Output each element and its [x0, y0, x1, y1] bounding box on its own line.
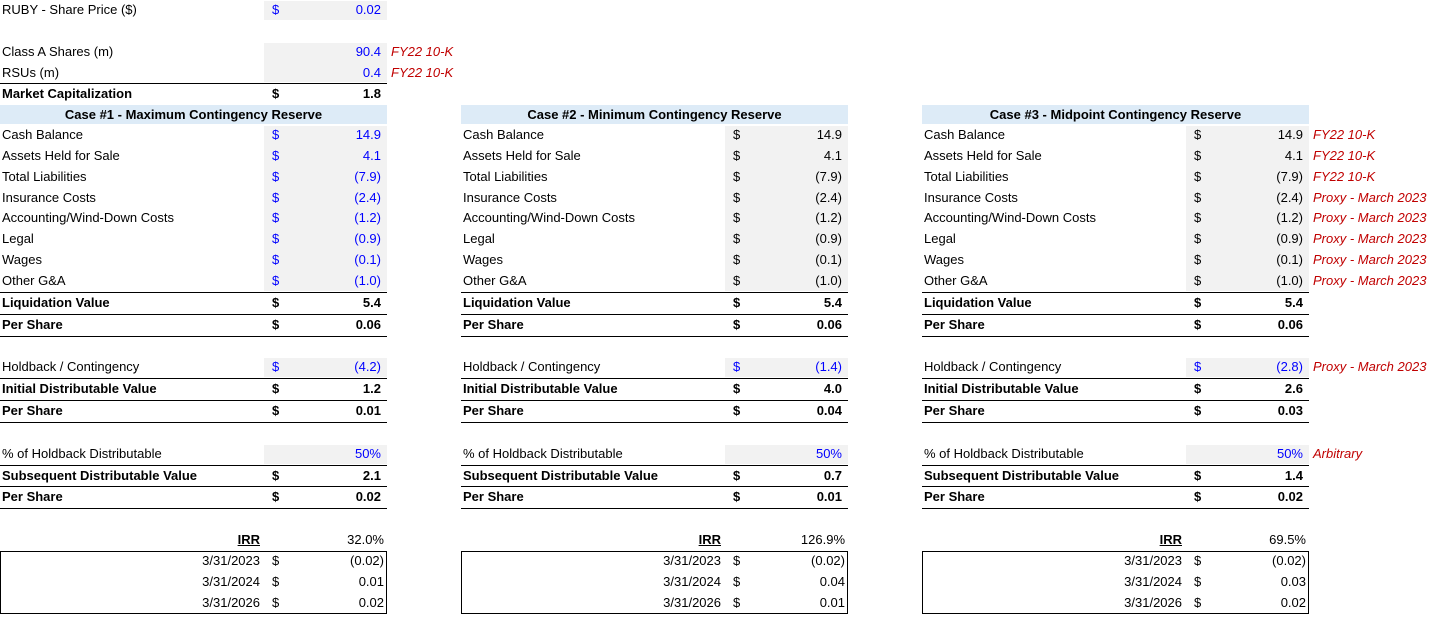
holdback-contingency-value: (1.4)	[815, 359, 842, 375]
line-item-7-value: (0.1)	[1276, 252, 1303, 268]
share-price-currency: $	[272, 2, 280, 17]
line-item-3-label: Total Liabilities	[463, 168, 548, 184]
pct-holdback-distributable-value: 50%	[354, 445, 381, 461]
subsequent-per-share-label: Per Share	[463, 489, 524, 505]
line-item-6-currency: $	[272, 231, 280, 247]
liquidation-per-share-label: Per Share	[463, 316, 524, 332]
initial-distributable-value-value: 2.6	[1284, 381, 1303, 397]
blank-row	[0, 21, 470, 42]
case-1-block	[0, 104, 527, 613]
pct-holdback-distributable-label: % of Holdback Distributable	[463, 445, 623, 461]
line-item-5-value: (1.2)	[354, 210, 381, 226]
line-item-4-label: Insurance Costs	[463, 189, 557, 205]
line-item-7-label: Wages	[924, 252, 964, 268]
line-item-4-value: (2.4)	[815, 189, 842, 205]
mktcap-value: 1.8	[362, 86, 381, 102]
liquidation-value-value: 5.4	[823, 294, 842, 310]
liquidation-per-share-value: 0.06	[1277, 316, 1303, 332]
line-item-2-value: 4.1	[362, 147, 381, 163]
subsequent-distributable-value	[0, 465, 387, 488]
line-item-5-label: Accounting/Wind-Down Costs	[463, 210, 635, 226]
case-header-row	[922, 104, 1449, 125]
line-item-2	[922, 146, 1376, 167]
line-item-3-note: FY22 10-K	[1313, 168, 1376, 184]
blank-row	[0, 337, 527, 358]
subsequent-per-share-value: 0.02	[1277, 489, 1303, 505]
blank-row	[922, 423, 1449, 444]
line-item-3-currency: $	[733, 168, 741, 184]
subsequent-distributable-value-label: Subsequent Distributable Value	[2, 467, 198, 483]
subsequent-per-share-currency: $	[733, 489, 741, 505]
initial-per-share-label: Per Share	[463, 403, 524, 419]
line-item-1-currency: $	[733, 127, 741, 143]
liquidation-value-currency: $	[272, 294, 280, 310]
line-item-4-label: Insurance Costs	[2, 189, 96, 205]
cash-flow-currency: $	[272, 573, 280, 589]
initial-per-share-value: 0.03	[1277, 403, 1303, 419]
pct-holdback-distributable	[461, 444, 848, 465]
line-item-6-note: Proxy - March 2023	[1313, 231, 1427, 247]
line-item-1-value: 14.9	[816, 127, 842, 143]
share-price-label: RUBY - Share Price ($)	[2, 2, 137, 17]
line-item-3-label: Total Liabilities	[2, 168, 87, 184]
cash-flow-currency: $	[1194, 552, 1202, 568]
line-item-7-value: (0.1)	[354, 252, 381, 268]
holdback-contingency-currency: $	[272, 359, 280, 375]
share-info-block	[0, 0, 470, 105]
case-2-block	[461, 104, 988, 613]
liquidation-per-share-currency: $	[1194, 316, 1202, 332]
line-item-2-label: Assets Held for Sale	[463, 147, 581, 163]
irr-row	[0, 530, 387, 551]
initial-per-share-value: 0.01	[355, 403, 381, 419]
initial-distributable-value	[461, 378, 848, 401]
line-item-8-currency: $	[272, 273, 280, 288]
cash-flow-value: 0.03	[1280, 573, 1306, 589]
cash-flow-box	[922, 551, 1309, 614]
subsequent-per-share-label: Per Share	[2, 489, 63, 505]
subsequent-distributable-value-label: Subsequent Distributable Value	[463, 467, 659, 483]
subsequent-per-share-value: 0.01	[816, 489, 842, 505]
cash-flow-row	[461, 572, 848, 593]
initial-distributable-value-currency: $	[272, 381, 280, 397]
line-item-8	[461, 271, 848, 292]
mktcap-row	[0, 83, 387, 105]
class-a-label: Class A Shares (m)	[2, 43, 114, 59]
initial-distributable-value-currency: $	[1194, 381, 1202, 397]
blank-row	[461, 509, 988, 530]
line-item-5-label: Accounting/Wind-Down Costs	[2, 210, 174, 226]
liquidation-value	[461, 292, 848, 315]
cash-flow-row	[922, 551, 1309, 572]
holdback-contingency	[0, 357, 387, 378]
line-item-4	[461, 188, 848, 209]
pct-holdback-distributable-label: % of Holdback Distributable	[2, 445, 162, 461]
cash-flow-value: (0.02)	[811, 552, 845, 568]
blank-row	[461, 423, 988, 444]
subsequent-per-share-currency: $	[1194, 489, 1202, 505]
share-price-value: 0.02	[355, 2, 381, 17]
line-item-7-note: Proxy - March 2023	[1313, 252, 1427, 268]
initial-distributable-value-currency: $	[733, 381, 741, 397]
case-header-row	[461, 104, 988, 125]
line-item-2-value: 4.1	[823, 147, 842, 163]
liquidation-value-value: 5.4	[362, 294, 381, 310]
line-item-7-label: Wages	[2, 252, 42, 268]
cash-flow-box	[0, 551, 387, 614]
line-item-1-label: Cash Balance	[463, 127, 544, 143]
line-item-2-note: FY22 10-K	[1313, 147, 1376, 163]
cash-flow-row	[461, 593, 848, 614]
cash-flow-date: 3/31/2023	[663, 552, 721, 568]
holdback-contingency-note: Proxy - March 2023	[1313, 359, 1427, 375]
line-item-4-currency: $	[1194, 189, 1202, 205]
subsequent-distributable-value-value: 0.7	[823, 467, 842, 483]
line-item-3-currency: $	[272, 168, 280, 184]
line-item-8-value: (1.0)	[815, 273, 842, 288]
line-item-1-currency: $	[272, 127, 280, 143]
cash-flow-row	[922, 572, 1309, 593]
initial-distributable-value-value: 4.0	[823, 381, 842, 397]
initial-distributable-value	[922, 378, 1309, 401]
cash-flow-currency: $	[733, 594, 741, 610]
subsequent-distributable-value	[461, 465, 848, 488]
holdback-contingency-label: Holdback / Contingency	[2, 359, 140, 375]
initial-distributable-value	[0, 378, 387, 401]
line-item-5	[922, 208, 1427, 229]
line-item-8-currency: $	[733, 273, 741, 288]
irr-value: 126.9%	[800, 532, 845, 548]
line-item-5-currency: $	[733, 210, 741, 226]
blank-row	[0, 423, 527, 444]
line-item-6-value: (0.9)	[354, 231, 381, 247]
initial-per-share-currency: $	[1194, 403, 1202, 419]
subsequent-per-share	[461, 487, 848, 509]
liquidation-per-share	[922, 315, 1309, 337]
mktcap-currency: $	[272, 86, 280, 102]
blank-row	[922, 337, 1449, 358]
initial-per-share-value: 0.04	[816, 403, 842, 419]
initial-per-share	[461, 401, 848, 423]
cash-flow-currency: $	[733, 573, 741, 589]
subsequent-per-share-label: Per Share	[924, 489, 985, 505]
cash-flow-currency: $	[1194, 594, 1202, 610]
holdback-contingency-currency: $	[733, 359, 741, 375]
initial-per-share-currency: $	[272, 403, 280, 419]
pct-holdback-distributable	[922, 444, 1363, 465]
cash-flow-currency: $	[272, 594, 280, 610]
line-item-6-value: (0.9)	[815, 231, 842, 247]
line-item-2-currency: $	[733, 147, 741, 163]
cash-flow-date: 3/31/2023	[202, 552, 260, 568]
cash-flow-value: 0.02	[358, 594, 384, 610]
line-item-6-label: Legal	[924, 231, 956, 247]
line-item-1-note: FY22 10-K	[1313, 127, 1376, 143]
cash-flow-value: 0.01	[819, 594, 845, 610]
line-item-8	[0, 271, 387, 292]
line-item-1	[922, 125, 1376, 146]
cash-flow-value: 0.02	[1280, 594, 1306, 610]
line-item-1-label: Cash Balance	[924, 127, 1005, 143]
liquidation-per-share	[0, 315, 387, 337]
cash-flow-currency: $	[272, 552, 280, 568]
initial-per-share	[922, 401, 1309, 423]
subsequent-distributable-value-label: Subsequent Distributable Value	[924, 467, 1120, 483]
line-item-6-value: (0.9)	[1276, 231, 1303, 247]
line-item-8-value: (1.0)	[1276, 273, 1303, 288]
line-item-6-label: Legal	[2, 231, 34, 247]
liquidation-value-value: 5.4	[1284, 294, 1303, 310]
initial-per-share	[0, 401, 387, 423]
line-item-5-currency: $	[1194, 210, 1202, 226]
liquidation-value	[922, 292, 1309, 315]
cash-flow-date: 3/31/2024	[202, 573, 260, 589]
cash-flow-date: 3/31/2026	[1124, 594, 1182, 610]
line-item-7	[922, 250, 1427, 271]
irr-value: 69.5%	[1269, 532, 1306, 548]
line-item-1	[0, 125, 387, 146]
irr-label: IRR	[698, 532, 721, 548]
rsu-row	[0, 63, 470, 84]
line-item-8-currency: $	[1194, 273, 1202, 288]
pct-holdback-distributable-label: % of Holdback Distributable	[924, 445, 1084, 461]
cash-flow-date: 3/31/2026	[663, 594, 721, 610]
line-item-2	[461, 146, 848, 167]
line-item-7-currency: $	[1194, 252, 1202, 268]
line-item-8-note: Proxy - March 2023	[1313, 273, 1427, 288]
liquidation-per-share-currency: $	[272, 316, 280, 332]
holdback-contingency-value: (4.2)	[354, 359, 381, 375]
subsequent-distributable-value-currency: $	[1194, 467, 1202, 483]
subsequent-per-share	[922, 487, 1309, 509]
line-item-5-currency: $	[272, 210, 280, 226]
mktcap-label: Market Capitalization	[2, 86, 133, 102]
liquidation-value-label: Liquidation Value	[924, 294, 1032, 310]
case-header-row	[0, 104, 527, 125]
line-item-3-value: (7.9)	[815, 168, 842, 184]
liquidation-value-label: Liquidation Value	[2, 294, 110, 310]
line-item-2-label: Assets Held for Sale	[924, 147, 1042, 163]
holdback-contingency-label: Holdback / Contingency	[924, 359, 1062, 375]
holdback-contingency-value: (2.8)	[1276, 359, 1303, 375]
line-item-5	[461, 208, 848, 229]
line-item-3	[922, 167, 1376, 188]
line-item-8-value: (1.0)	[354, 273, 381, 288]
subsequent-distributable-value-value: 1.4	[1284, 467, 1303, 483]
holdback-contingency-label: Holdback / Contingency	[463, 359, 601, 375]
line-item-4-value: (2.4)	[354, 189, 381, 205]
class-a-value: 90.4	[355, 43, 381, 59]
pct-holdback-distributable-value: 50%	[1276, 445, 1303, 461]
line-item-5-value: (1.2)	[1276, 210, 1303, 226]
subsequent-per-share-currency: $	[272, 489, 280, 505]
line-item-5-value: (1.2)	[815, 210, 842, 226]
subsequent-per-share	[0, 487, 387, 509]
line-item-6	[461, 229, 848, 250]
line-item-2	[0, 146, 387, 167]
line-item-4-currency: $	[733, 189, 741, 205]
initial-per-share-currency: $	[733, 403, 741, 419]
line-item-7	[461, 250, 848, 271]
line-item-3-currency: $	[1194, 168, 1202, 184]
initial-per-share-label: Per Share	[2, 403, 63, 419]
cash-flow-row	[461, 551, 848, 572]
line-item-2-label: Assets Held for Sale	[2, 147, 120, 163]
liquidation-value-currency: $	[1194, 294, 1202, 310]
subsequent-distributable-value-currency: $	[733, 467, 741, 483]
class-a-row	[0, 42, 470, 63]
cash-flow-currency: $	[733, 552, 741, 568]
line-item-4-currency: $	[272, 189, 280, 205]
case-title: Case #2 - Minimum Contingency Reserve	[461, 105, 848, 124]
line-item-6	[0, 229, 387, 250]
case-3-block	[922, 104, 1449, 613]
line-item-4-label: Insurance Costs	[924, 189, 1018, 205]
line-item-1	[461, 125, 848, 146]
line-item-7-currency: $	[272, 252, 280, 268]
cash-flow-value: (0.02)	[350, 552, 384, 568]
subsequent-distributable-value-currency: $	[272, 467, 280, 483]
line-item-6-currency: $	[733, 231, 741, 247]
line-item-6-currency: $	[1194, 231, 1202, 247]
cash-flow-value: 0.04	[819, 573, 845, 589]
line-item-2-currency: $	[1194, 147, 1202, 163]
subsequent-distributable-value	[922, 465, 1309, 488]
class-a-note: FY22 10-K	[391, 43, 454, 59]
holdback-contingency	[461, 357, 848, 378]
case-title: Case #1 - Maximum Contingency Reserve	[0, 105, 387, 124]
cash-flow-value: (0.02)	[1272, 552, 1306, 568]
line-item-5	[0, 208, 387, 229]
line-item-2-currency: $	[272, 147, 280, 163]
liquidation-per-share-currency: $	[733, 316, 741, 332]
liquidation-per-share-label: Per Share	[2, 316, 63, 332]
irr-value: 32.0%	[347, 532, 384, 548]
cash-flow-row	[922, 593, 1309, 614]
cash-flow-value: 0.01	[358, 573, 384, 589]
line-item-8-label: Other G&A	[463, 273, 527, 288]
blank-row	[461, 337, 988, 358]
line-item-8-label: Other G&A	[2, 273, 66, 288]
initial-distributable-value-label: Initial Distributable Value	[924, 381, 1079, 397]
line-item-7	[0, 250, 387, 271]
cash-flow-date: 3/31/2023	[1124, 552, 1182, 568]
line-item-4-note: Proxy - March 2023	[1313, 189, 1427, 205]
liquidation-per-share-value: 0.06	[355, 316, 381, 332]
irr-label: IRR	[1159, 532, 1182, 548]
initial-distributable-value-value: 1.2	[362, 381, 381, 397]
initial-distributable-value-label: Initial Distributable Value	[2, 381, 157, 397]
line-item-1-label: Cash Balance	[2, 127, 83, 143]
liquidation-value-label: Liquidation Value	[463, 294, 571, 310]
liquidation-value-currency: $	[733, 294, 741, 310]
holdback-contingency-currency: $	[1194, 359, 1202, 375]
cash-flow-box	[461, 551, 848, 614]
irr-row	[461, 530, 848, 551]
holdback-contingency	[922, 357, 1427, 378]
rsu-value: 0.4	[362, 64, 381, 80]
pct-holdback-distributable-note: Arbitrary	[1313, 445, 1363, 461]
line-item-1-value: 14.9	[355, 127, 381, 143]
cash-flow-currency: $	[1194, 573, 1202, 589]
cash-flow-date: 3/31/2024	[663, 573, 721, 589]
line-item-7-value: (0.1)	[815, 252, 842, 268]
line-item-4	[922, 188, 1427, 209]
line-item-4	[0, 188, 387, 209]
line-item-8	[922, 271, 1427, 292]
line-item-3-value: (7.9)	[354, 168, 381, 184]
line-item-3	[461, 167, 848, 188]
initial-distributable-value-label: Initial Distributable Value	[463, 381, 618, 397]
line-item-3-label: Total Liabilities	[924, 168, 1009, 184]
rsu-label: RSUs (m)	[2, 64, 60, 80]
line-item-8-label: Other G&A	[924, 273, 988, 288]
line-item-3	[0, 167, 387, 188]
line-item-7-currency: $	[733, 252, 741, 268]
initial-per-share-label: Per Share	[924, 403, 985, 419]
cash-flow-date: 3/31/2026	[202, 594, 260, 610]
share-price-row	[0, 0, 470, 21]
pct-holdback-distributable-value: 50%	[815, 445, 842, 461]
cash-flow-date: 3/31/2024	[1124, 573, 1182, 589]
blank-row	[922, 509, 1449, 530]
blank-row	[0, 509, 527, 530]
line-item-3-value: (7.9)	[1276, 168, 1303, 184]
subsequent-distributable-value-value: 2.1	[362, 467, 381, 483]
line-item-6-label: Legal	[463, 231, 495, 247]
irr-label: IRR	[237, 532, 260, 548]
cash-flow-row	[0, 551, 387, 572]
liquidation-per-share-label: Per Share	[924, 316, 985, 332]
pct-holdback-distributable	[0, 444, 387, 465]
rsu-note: FY22 10-K	[391, 64, 454, 80]
line-item-1-currency: $	[1194, 127, 1202, 143]
liquidation-value	[0, 292, 387, 315]
line-item-6	[922, 229, 1427, 250]
liquidation-per-share-value: 0.06	[816, 316, 842, 332]
irr-row	[922, 530, 1309, 551]
line-item-7-label: Wages	[463, 252, 503, 268]
subsequent-per-share-value: 0.02	[355, 489, 381, 505]
line-item-2-value: 4.1	[1284, 147, 1303, 163]
line-item-5-label: Accounting/Wind-Down Costs	[924, 210, 1096, 226]
case-title: Case #3 - Midpoint Contingency Reserve	[922, 105, 1309, 124]
liquidation-per-share	[461, 315, 848, 337]
cash-flow-row	[0, 572, 387, 593]
line-item-1-value: 14.9	[1277, 127, 1303, 143]
line-item-5-note: Proxy - March 2023	[1313, 210, 1427, 226]
line-item-4-value: (2.4)	[1276, 189, 1303, 205]
cash-flow-row	[0, 593, 387, 614]
